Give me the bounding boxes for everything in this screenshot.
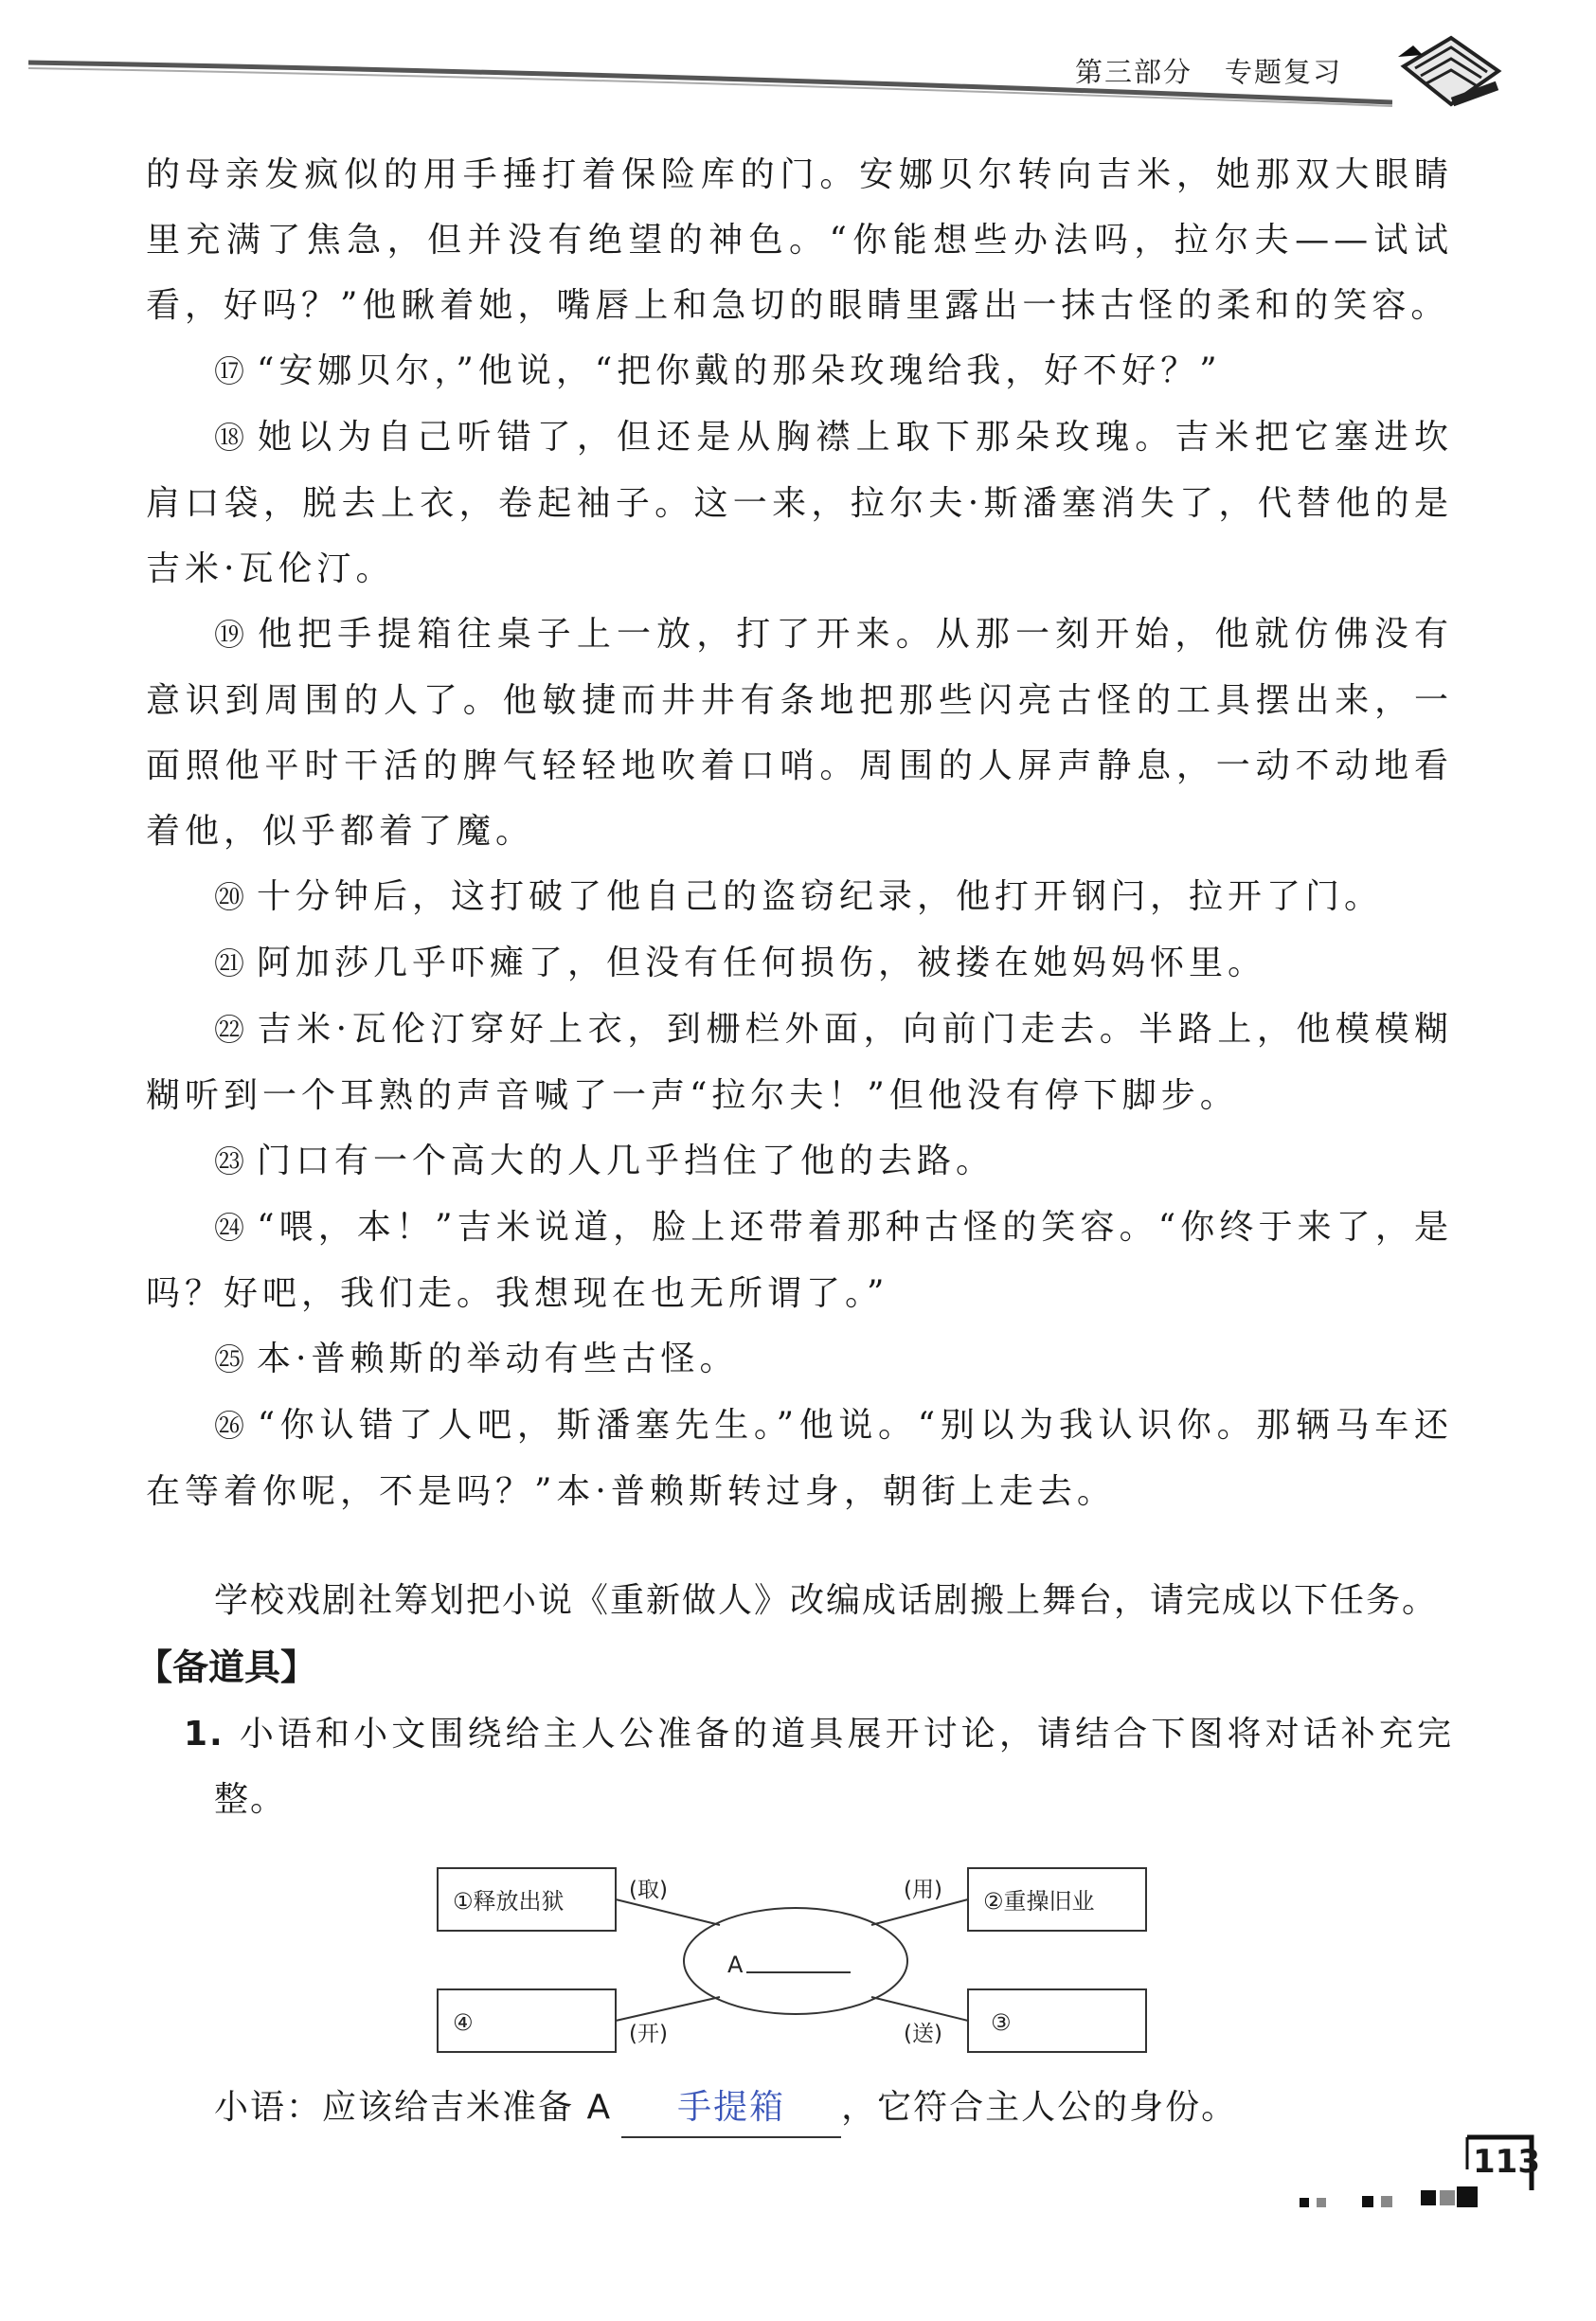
props-diagram [426, 1857, 1165, 2065]
section-title: 【备道具】 [136, 1646, 317, 1688]
paragraph-18: ⑱ 她以为自己听错了，但还是从胸襟上取下那朵玫瑰。吉米把它塞进坎肩口袋，脱去上衣，卷起袖子。这一来，拉尔夫·斯潘塞消失了，代替他的是吉米·瓦伦汀。 [146, 418, 1453, 588]
paragraph-24: ㉔ “喂，本！”吉米说道，脸上还带着那种古怪的笑容。“你终于来了，是吗？好吧，我们走。我想现在也无所谓了。” [146, 1208, 1453, 1313]
paragraph-25: ㉕ 本·普赖斯的举动有些古怪。 [214, 1340, 739, 1378]
paragraph-17: ⑰ “安娜贝尔，”他说，“把你戴的那朵玫瑰给我，好不好？” [214, 351, 1222, 390]
header-part: 第三部分 [1075, 56, 1193, 88]
answer-prefix: 小语：应该给吉米准备 A [214, 2088, 613, 2127]
answer-suffix: ，它符合主人公的身份。 [841, 2088, 1238, 2127]
paragraph-20: ⑳ 十分钟后，这打破了他自己的盗窃纪录，他打开钢闩，拉开了门。 [214, 877, 1384, 916]
task-intro: 学校戏剧社筹划把小说《重新做人》改编成话剧搬上舞台，请完成以下任务。 [214, 1581, 1439, 1620]
corner-squares-decoration [1300, 2179, 1508, 2217]
paragraph-16-cont: 的母亲发疯似的用手捶打着保险库的门。安娜贝尔转向吉米，她那双大眼睛里充满了焦急，但并没有绝望的神色。“你能想些办法吗，拉尔夫——试试看，好吗？”他瞅着她，嘴唇上和急切的眼睛里露出一抹古怪的柔和的笑容。 [146, 155, 1453, 325]
answer-blank[interactable]: 手提箱 [621, 2079, 841, 2138]
task-section [136, 1568, 1453, 1832]
diagram-center-label: A [727, 1952, 744, 1978]
question-1: 1. 小语和小文围绕给主人公准备的道具展开讨论，请结合下图将对话补充完整。 [184, 1715, 1453, 1819]
paragraph-19: ⑲ 他把手提箱往桌子上一放，打了开来。从那一刻开始，他就仿佛没有意识到周围的人了。他敏捷而井井有条地把那些闪亮古怪的工具摆出来，一面照他平时干活的脾气轻轻地吹着口哨。周围的人屏声静息，一动不动地看着他，似乎都着了魔。 [146, 615, 1453, 851]
diagram-box-3-label: ③ [991, 2009, 1012, 2036]
diagram-label-use: (用) [904, 1878, 942, 1902]
story-text [146, 142, 1453, 1524]
diagram-box-2-label: ②重操旧业 [983, 1888, 1095, 1915]
diagram-box-4-label: ④ [453, 2009, 474, 2036]
running-header [1075, 51, 1374, 90]
paragraph-23: ㉓ 门口有一个高大的人几乎挡住了他的去路。 [214, 1142, 995, 1180]
paragraph-21: ㉑ 阿加莎几乎吓瘫了，但没有任何损伤，被搂在她妈妈怀里。 [214, 944, 1267, 982]
diagram-label-take: (取) [629, 1878, 668, 1902]
header-section: 专题复习 [1225, 56, 1343, 88]
diagram-label-send: (送) [904, 2022, 942, 2046]
diagram-label-open: (开) [629, 2022, 668, 2046]
notebook-pen-icon [1394, 28, 1508, 123]
paragraph-22: ㉒ 吉米·瓦伦汀穿好上衣，到栅栏外面，向前门走去。半路上，他模模糊糊听到一个耳熟的声音喊了一声“拉尔夫！”但他没有停下脚步。 [146, 1010, 1453, 1115]
answer-line [214, 2079, 1237, 2138]
page-number: 113 [1473, 2143, 1540, 2181]
diagram-box-1-label: ①释放出狱 [453, 1888, 565, 1915]
paragraph-26: ㉖ “你认错了人吧，斯潘塞先生。”他说。“别以为我认识你。那辆马车还在等着你呢，不是吗？”本·普赖斯转过身，朝街上走去。 [146, 1406, 1453, 1511]
